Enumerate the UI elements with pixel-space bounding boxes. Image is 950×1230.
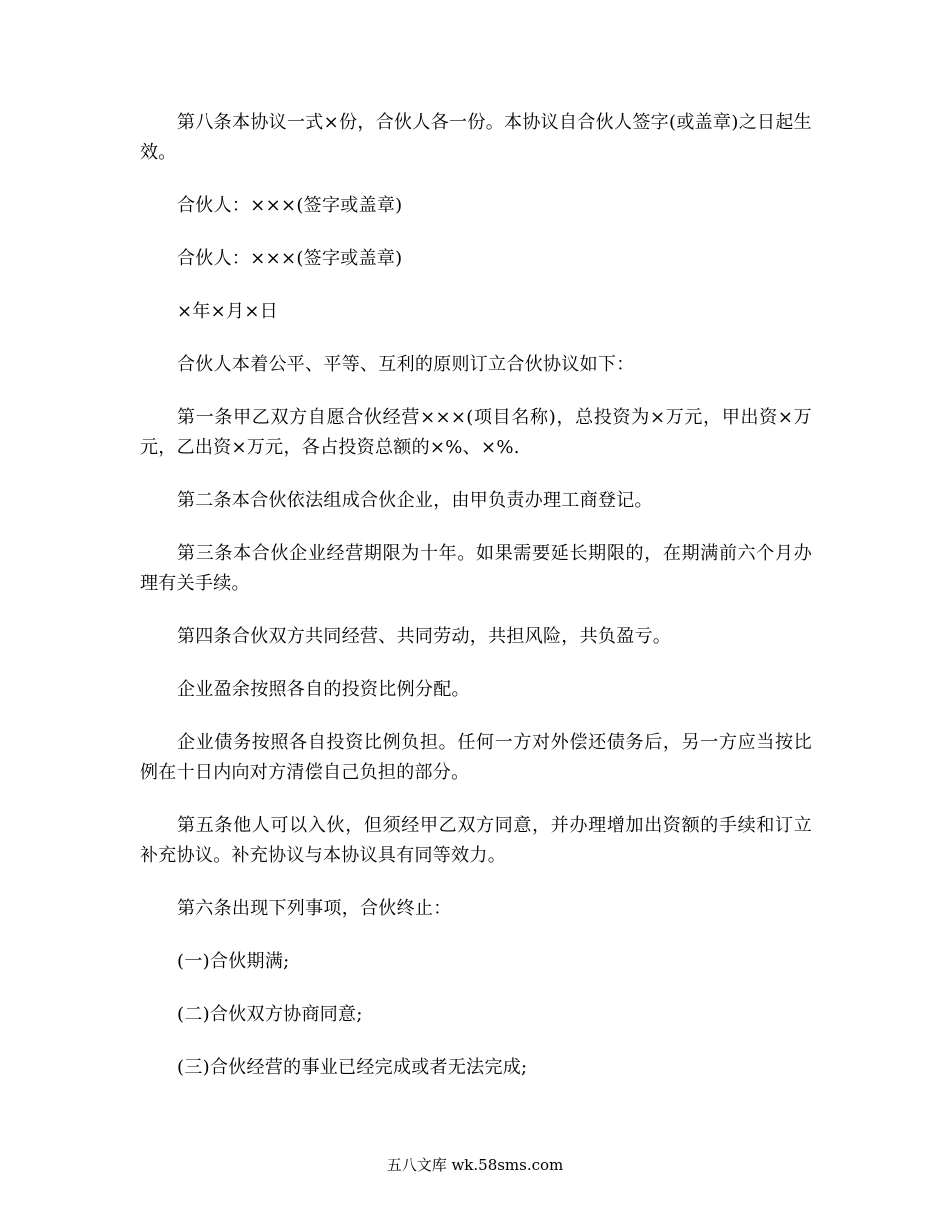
document-body xyxy=(140,108,812,1106)
paragraph-article-6: 第六条出现下列事项，合伙终止： xyxy=(177,898,452,919)
page-footer: 五八文库 wk.58sms.com xyxy=(386,1156,564,1174)
paragraph-date: ×年×月×日 xyxy=(177,301,279,322)
paragraph-partner-signature-1: 合伙人：×××(签字或盖章) xyxy=(177,195,403,216)
paragraph-article-4: 第四条合伙双方共同经营、共同劳动，共担风险，共负盈亏。 xyxy=(177,626,672,647)
paragraph-item-3: (三)合伙经营的事业已经完成或者无法完成; xyxy=(177,1057,528,1078)
paragraph-item-2: (二)合伙双方协商同意; xyxy=(177,1004,363,1025)
paragraph-article-8: 第八条本协议一式×份，合伙人各一份。本协议自合伙人签字(或盖章)之日起生效。 xyxy=(140,112,812,163)
paragraph-item-1: (一)合伙期满; xyxy=(177,951,290,972)
paragraph-preamble: 合伙人本着公平、平等、互利的原则订立合伙协议如下： xyxy=(177,354,635,375)
paragraph-debt-liability: 企业债务按照各自投资比例负担。任何一方对外偿还债务后，另一方应当按比例在十日内向对方清偿自己负担的部分。 xyxy=(140,732,812,783)
paragraph-article-5: 第五条他人可以入伙，但须经甲乙双方同意，并办理增加出资额的手续和订立补充协议。补充协议与本协议具有同等效力。 xyxy=(140,815,812,866)
paragraph-article-3: 第三条本合伙企业经营期限为十年。如果需要延长期限的，在期满前六个月办理有关手续。 xyxy=(140,543,812,594)
paragraph-profit-distribution: 企业盈余按照各自的投资比例分配。 xyxy=(177,679,470,700)
paragraph-article-1: 第一条甲乙双方自愿合伙经营×××(项目名称)，总投资为×万元，甲出资×万元，乙出资×万元，各占投资总额的×%、×%. xyxy=(140,407,812,458)
paragraph-article-2: 第二条本合伙依法组成合伙企业，由甲负责办理工商登记。 xyxy=(177,490,653,511)
paragraph-partner-signature-2: 合伙人：×××(签字或盖章) xyxy=(177,248,403,269)
